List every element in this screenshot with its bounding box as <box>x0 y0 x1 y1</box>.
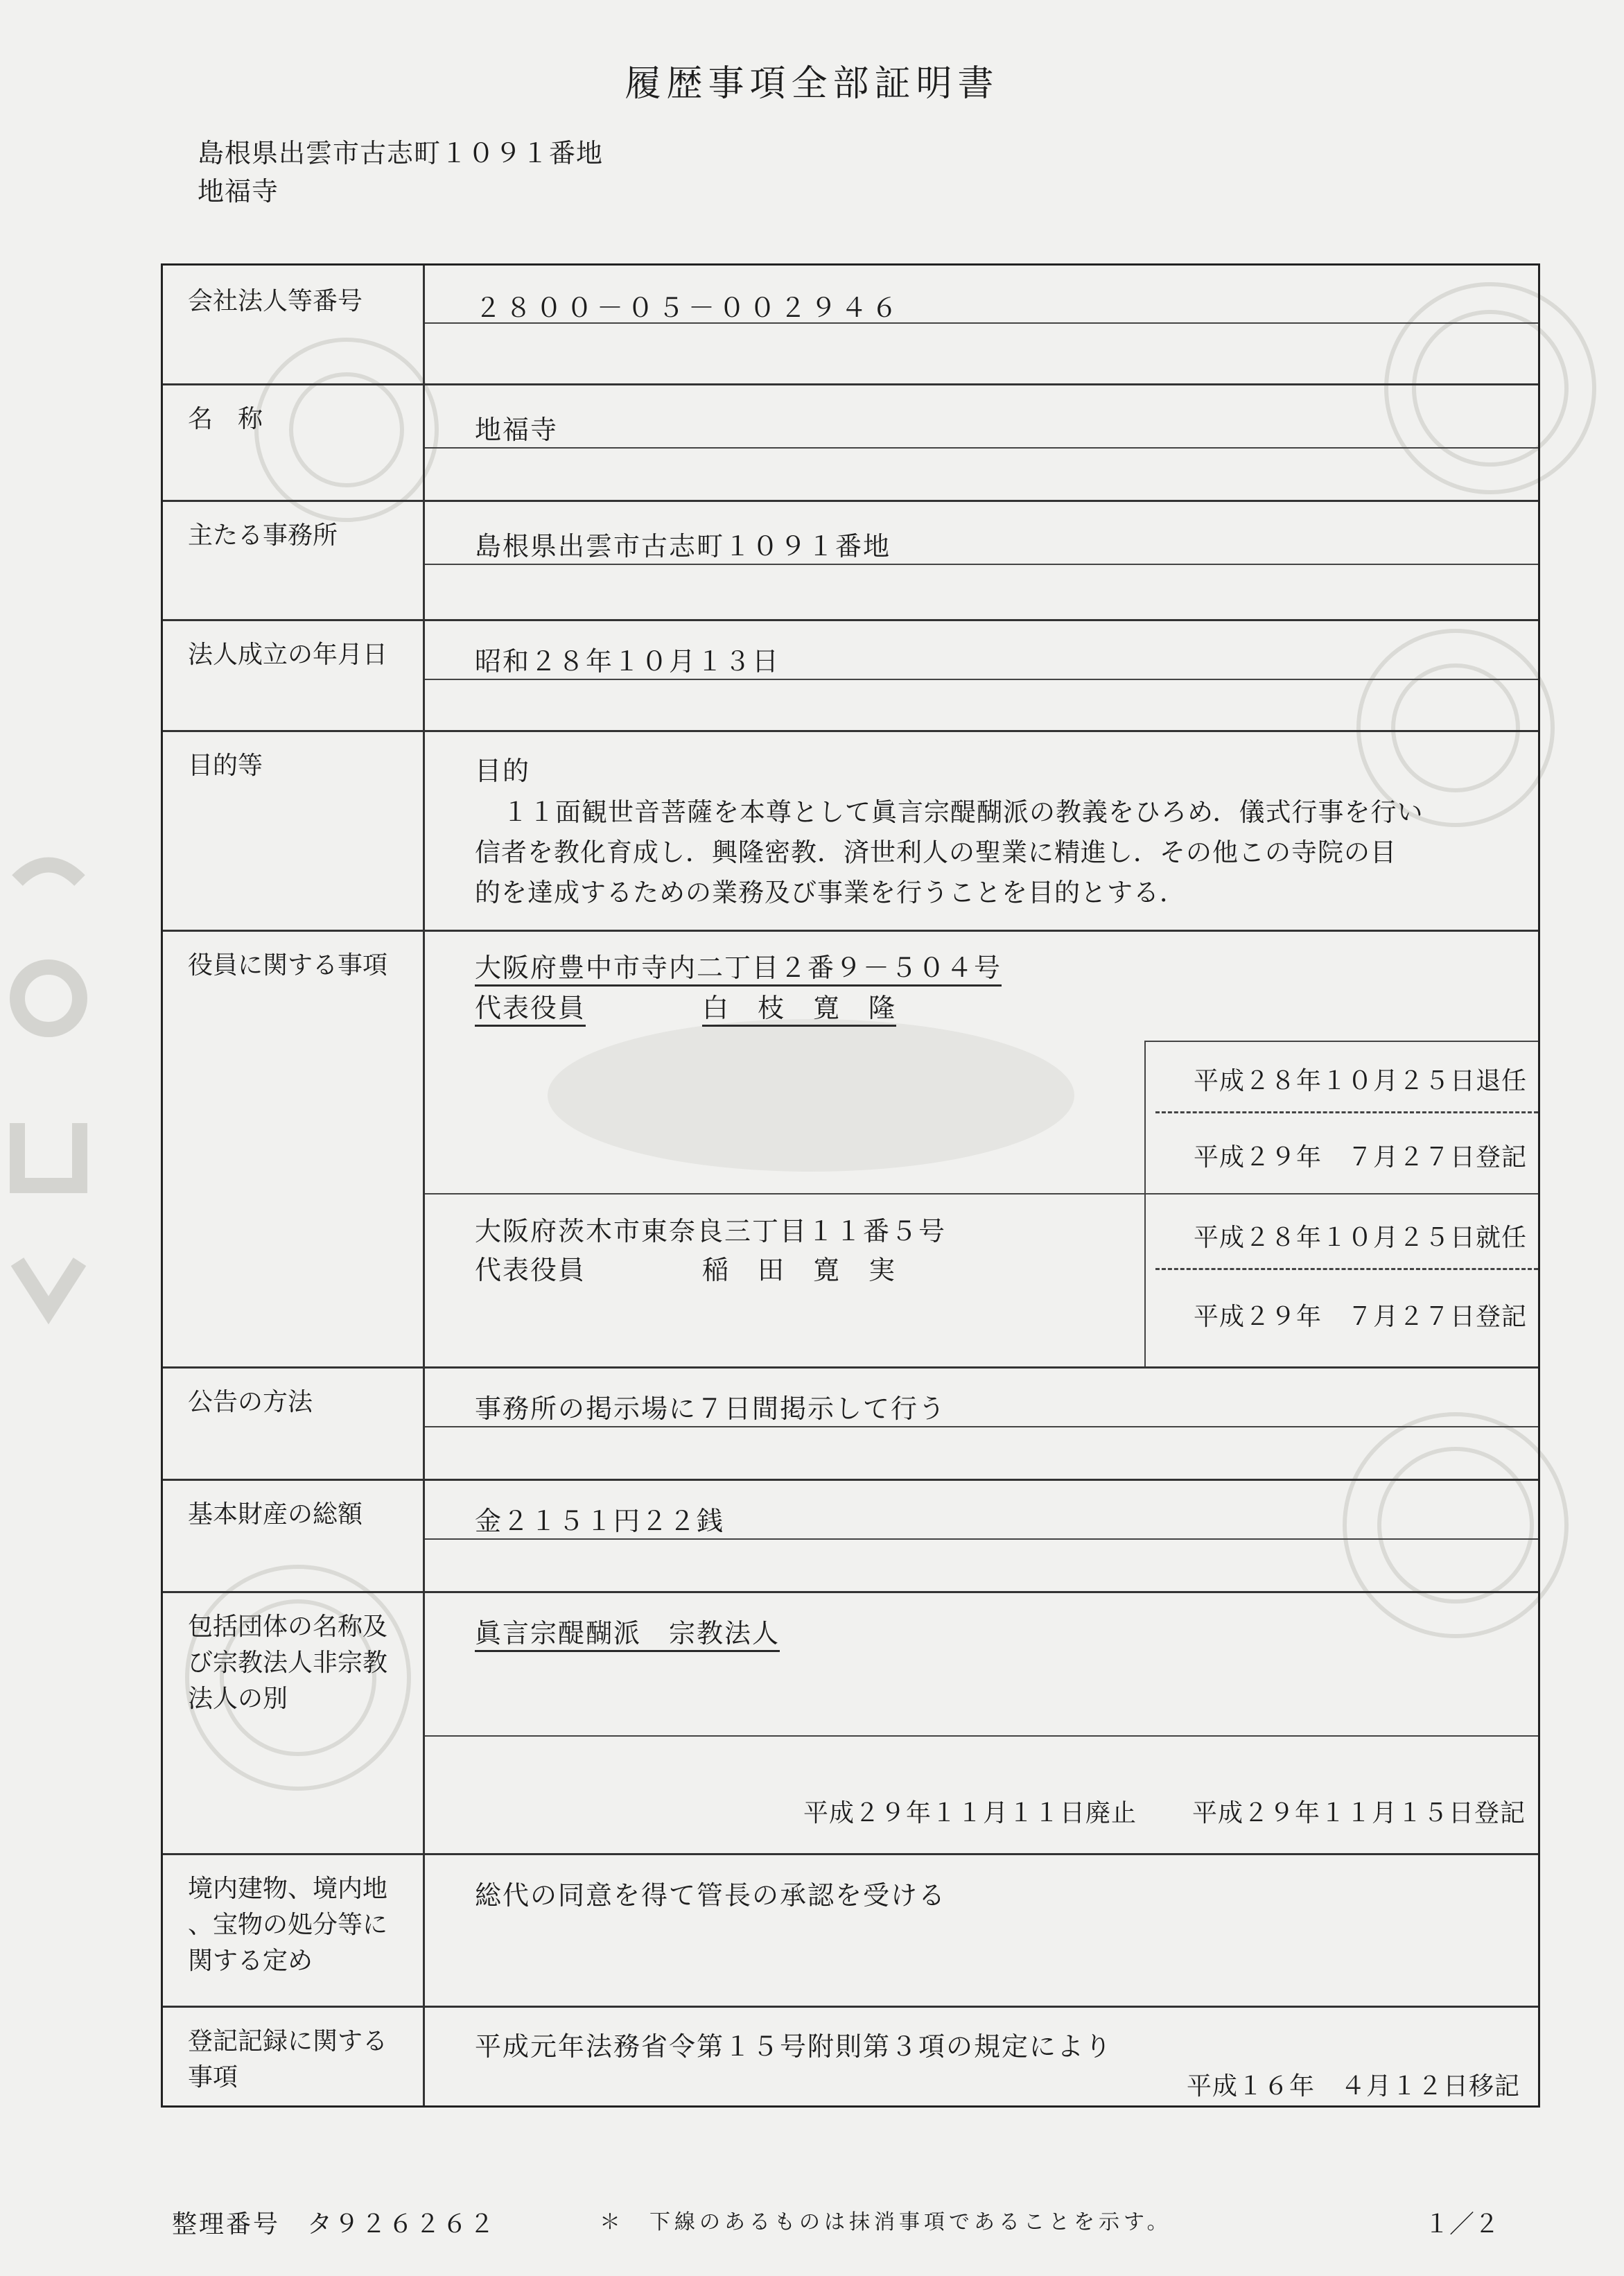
label-registry: 登記記録に関する 事項 <box>163 2006 425 2108</box>
purpose-heading: 目的 <box>475 756 531 786</box>
notice-value: 事務所の掲示場に７日間掲示して行う <box>475 1393 947 1424</box>
corp-number-value: ２８００－０５－００２９４６ <box>475 293 902 323</box>
purpose-line-3: 的を達成するための業務及び事業を行うことを目的とする． <box>475 878 1186 907</box>
row-disposal <box>163 1853 1538 2008</box>
header-address: 島根県出雲市古志町１０９１番地 <box>198 138 604 168</box>
established-value: 昭和２８年１０月１３日 <box>475 646 780 677</box>
label-disposal: 境内建物、境内地 、宝物の処分等に 関する定め <box>163 1853 425 2006</box>
row-umbrella <box>163 1591 1538 1855</box>
umbrella-registered-date: 平成２９年１１月１５日登記 <box>1191 1799 1526 1827</box>
assets-value: 金２１５１円２２銭 <box>475 1506 725 1536</box>
label-office: 主たる事務所 <box>163 500 425 619</box>
officer2-date-box <box>1144 1193 1538 1366</box>
label-purpose: 目的等 <box>163 730 425 930</box>
row-assets <box>163 1479 1538 1593</box>
officer2-appointed-date: 平成２８年１０月２５日就任 <box>1193 1224 1527 1252</box>
purpose-line-1: １１面観世音菩薩を本尊として眞言宗醍醐派の教義をひろめ．儀式行事を行い <box>503 797 1424 827</box>
disposal-value: 総代の同意を得て管長の承認を受ける <box>475 1880 947 1911</box>
officer1-date-box <box>1144 1041 1538 1193</box>
row-office <box>163 500 1538 621</box>
registry-date: 平成１６年 ４月１２日移記 <box>1186 2072 1520 2101</box>
umbrella-dates <box>425 1793 1538 1829</box>
officer2-registered-date: 平成２９年 ７月２７日登記 <box>1193 1303 1527 1331</box>
label-umbrella: 包括団体の名称及 び宗教法人非宗教 法人の別 <box>163 1591 425 1853</box>
register-table <box>161 263 1540 2108</box>
strikethrough-note: ＊ 下線のあるものは抹消事項であることを示す。 <box>600 2210 1172 2234</box>
header-name: 地福寺 <box>198 176 279 207</box>
office-value: 島根県出雲市古志町１０９１番地 <box>475 531 891 562</box>
officer2-address: 大阪府茨木市東奈良三丁目１１番５号 <box>475 1216 947 1246</box>
label-assets: 基本財産の総額 <box>163 1479 425 1591</box>
row-established <box>163 619 1538 732</box>
row-purpose <box>163 730 1538 932</box>
name-value: 地福寺 <box>475 415 559 445</box>
row-registry <box>163 2006 1538 2108</box>
officer1-address: 大阪府豊中市寺内二丁目２番９－５０４号 <box>475 946 1002 984</box>
label-name: 名 称 <box>163 383 425 500</box>
officer1-registered-date: 平成２９年 ７月２７日登記 <box>1193 1143 1527 1172</box>
officer1-role: 代表役員 <box>475 987 586 1025</box>
officer2-name: 稲 田 寛 実 <box>702 1255 897 1285</box>
page-number: １／２ <box>1424 2210 1500 2239</box>
document-title: 履歴事項全部証明書 <box>625 63 999 105</box>
officer1-resigned-date: 平成２８年１０月２５日退任 <box>1193 1067 1527 1095</box>
serial-number: 整理番号 タ９２６２６２ <box>172 2210 497 2239</box>
registry-value: 平成元年法務省令第１５号附則第３項の規定により <box>475 2031 1113 2062</box>
umbrella-abolished-date: 平成２９年１１月１１日廃止 <box>803 1799 1137 1827</box>
officer2-role: 代表役員 <box>475 1255 586 1285</box>
row-officers <box>163 930 1538 1369</box>
label-corp-number: 会社法人等番号 <box>163 266 425 383</box>
officer1-name: 白 枝 寛 隆 <box>702 987 896 1025</box>
label-officers: 役員に関する事項 <box>163 930 425 1366</box>
row-corp-number <box>163 266 1538 385</box>
label-notice: 公告の方法 <box>163 1366 425 1479</box>
row-name <box>163 383 1538 502</box>
label-established: 法人成立の年月日 <box>163 619 425 730</box>
row-notice <box>163 1366 1538 1481</box>
purpose-line-2: 信者を教化育成し．興隆密教．済世利人の聖業に精進し．その他この寺院の目 <box>475 837 1397 867</box>
umbrella-value: 眞言宗醍醐派 宗教法人 <box>475 1612 780 1650</box>
